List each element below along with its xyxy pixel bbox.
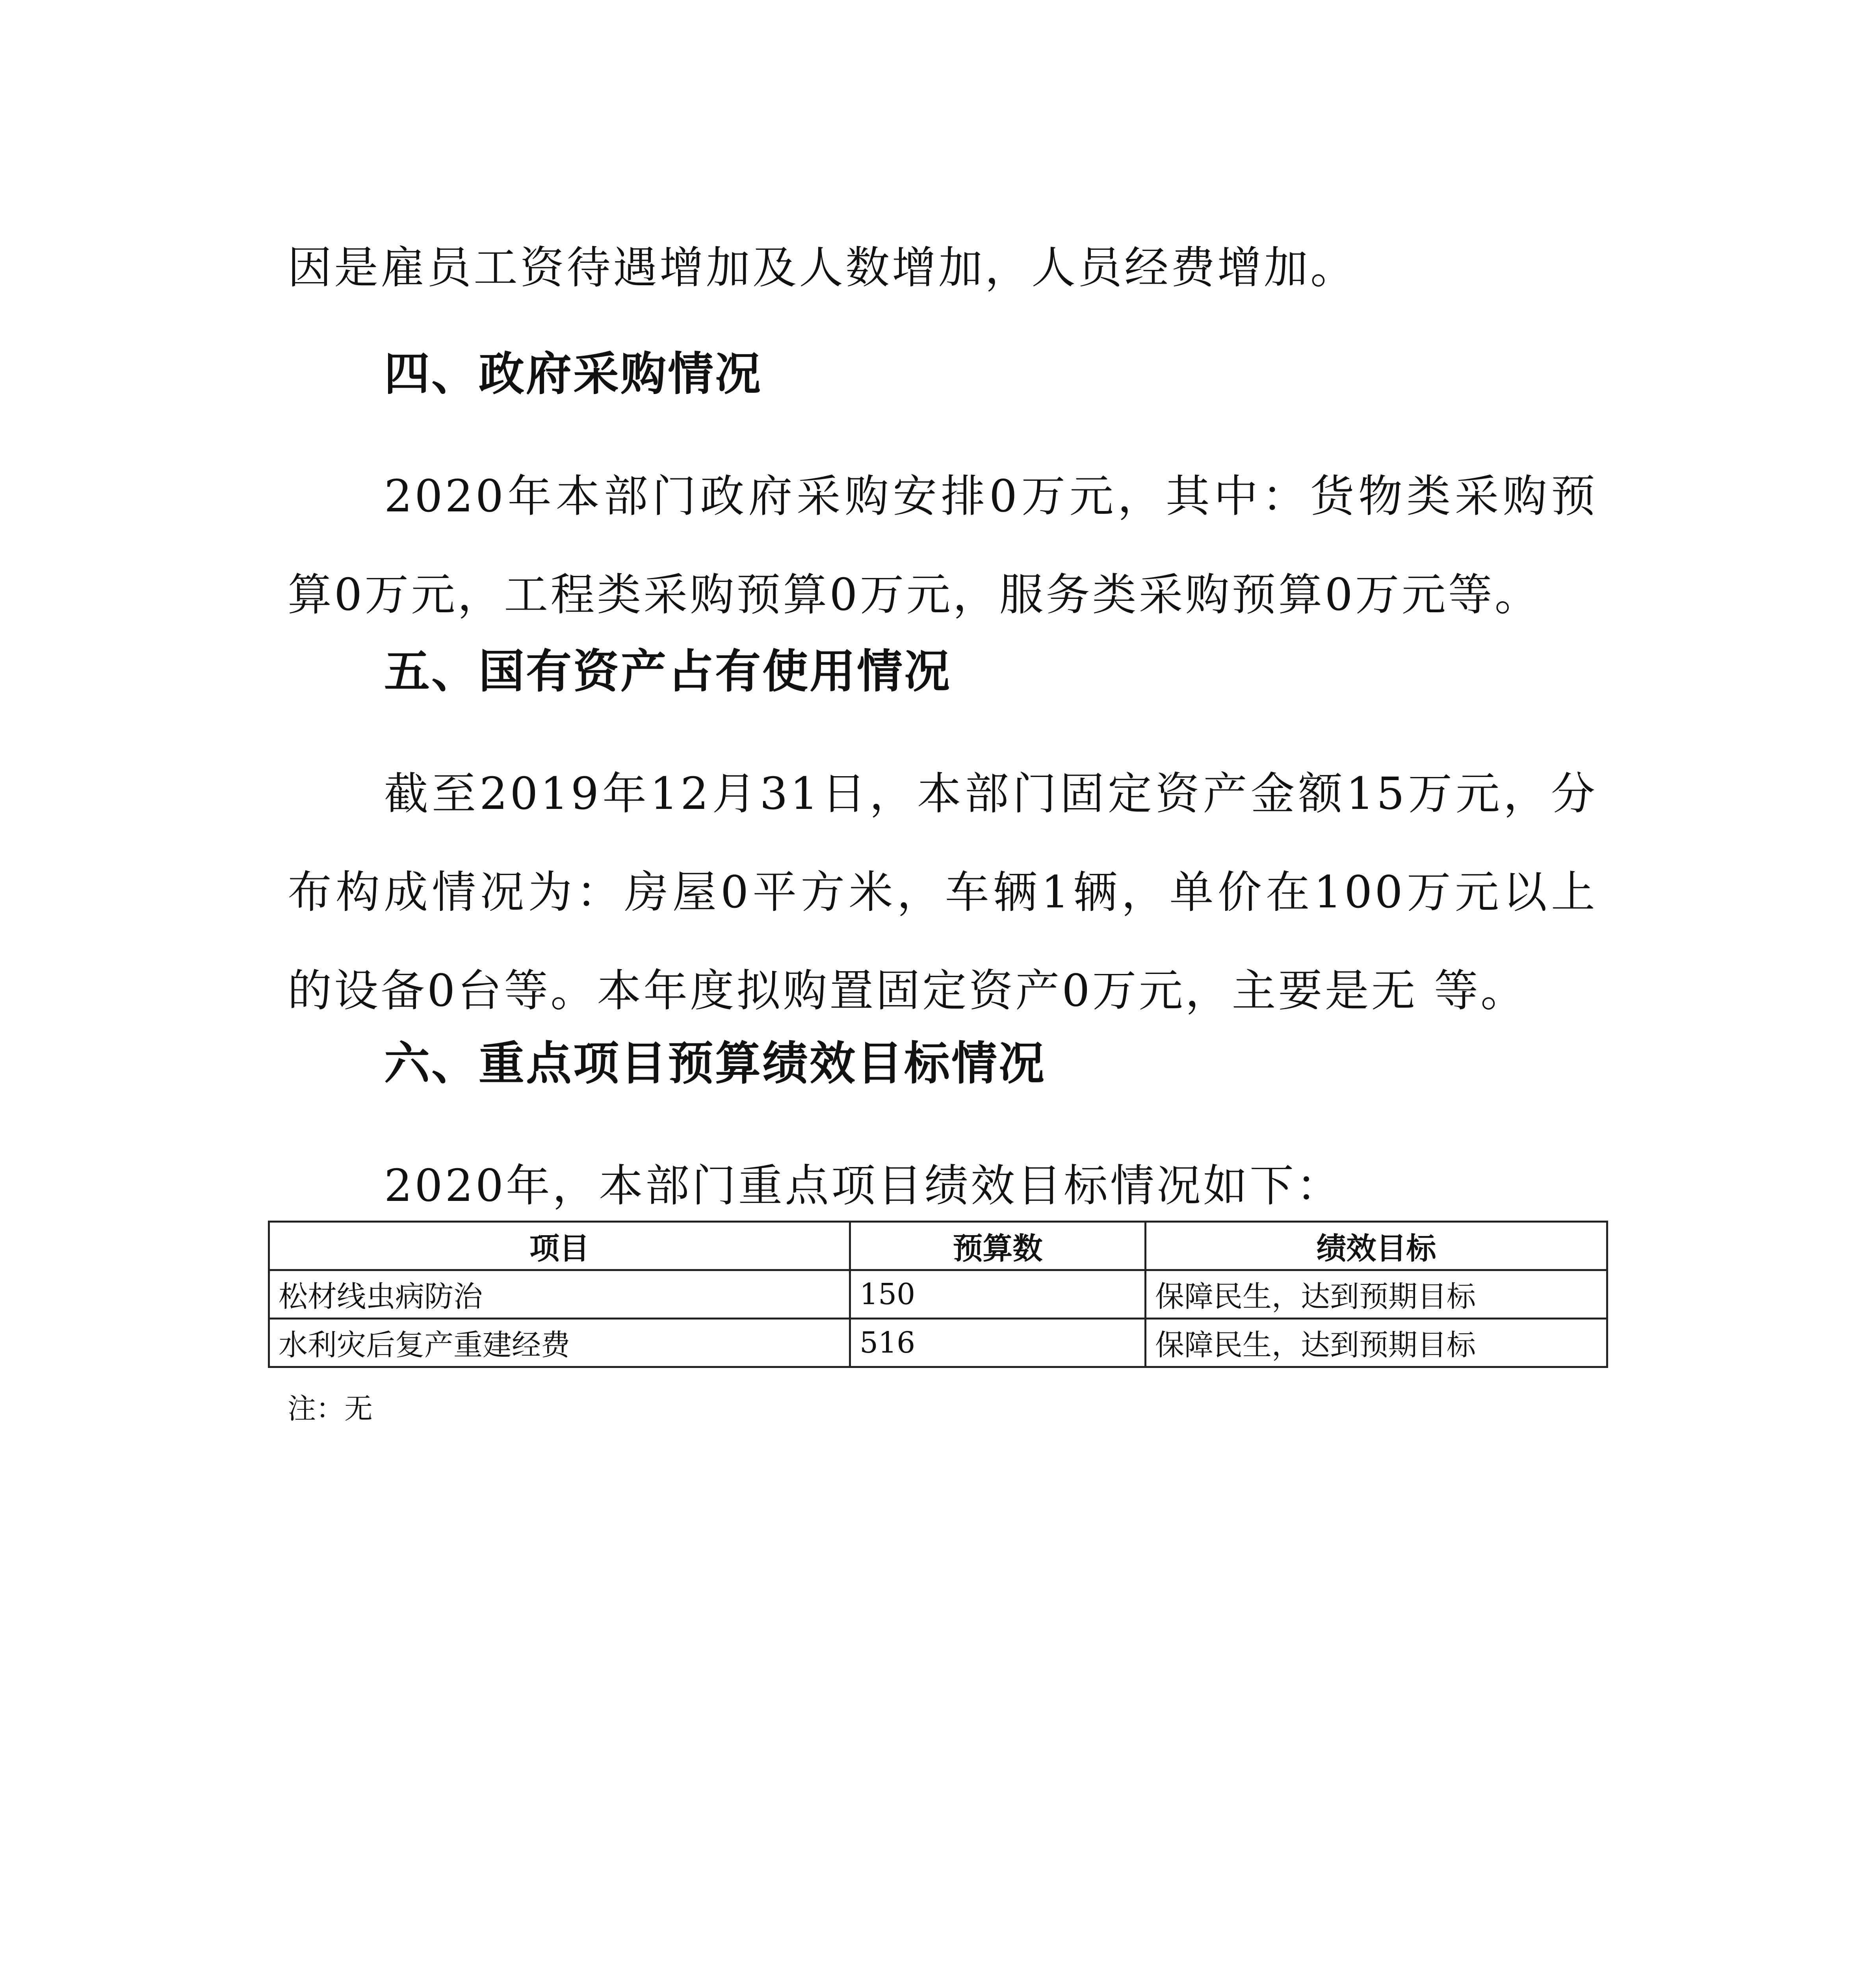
cell-budget: 516 [850, 1319, 1146, 1367]
table-row [269, 1270, 1607, 1319]
table-header-row [269, 1222, 1607, 1270]
header-budget: 预算数 [850, 1222, 1146, 1270]
section-4-heading: 四、政府采购情况 [384, 348, 762, 401]
cell-project: 松材线虫病防治 [269, 1270, 850, 1319]
cell-goal: 保障民生，达到预期目标 [1146, 1319, 1607, 1367]
performance-table [268, 1221, 1608, 1368]
section-5-heading: 五、国有资产占有使用情况 [384, 645, 951, 698]
section-6-paragraph: 2020年，本部门重点项目绩效目标情况如下： [384, 1160, 1343, 1212]
cell-budget: 150 [850, 1270, 1146, 1319]
cell-goal: 保障民生，达到预期目标 [1146, 1270, 1607, 1319]
section-5-paragraph: 截至2019年12月31日，本部门固定资产金额15万元，分布构成情况为：房屋0平方米，车辆1辆，单价在100万元以上的设备0台等。本年度拟购置固定资产0万元，主要是无 等。 [288, 768, 1597, 1017]
continuation-text: 因是雇员工资待遇增加及人数增加，人员经费增加。 [288, 242, 1357, 294]
section-4-paragraph: 2020年本部门政府采购安排0万元，其中：货物类采购预算0万元，工程类采购预算0万元，服务类采购预算0万元等。 [288, 471, 1597, 621]
section-6-heading: 六、重点项目预算绩效目标情况 [384, 1037, 1046, 1090]
table-row [269, 1319, 1607, 1367]
header-project: 项目 [269, 1222, 850, 1270]
header-goal: 绩效目标 [1146, 1222, 1607, 1270]
cell-project: 水利灾后复产重建经费 [269, 1319, 850, 1367]
table-note: 注：无 [288, 1392, 373, 1425]
